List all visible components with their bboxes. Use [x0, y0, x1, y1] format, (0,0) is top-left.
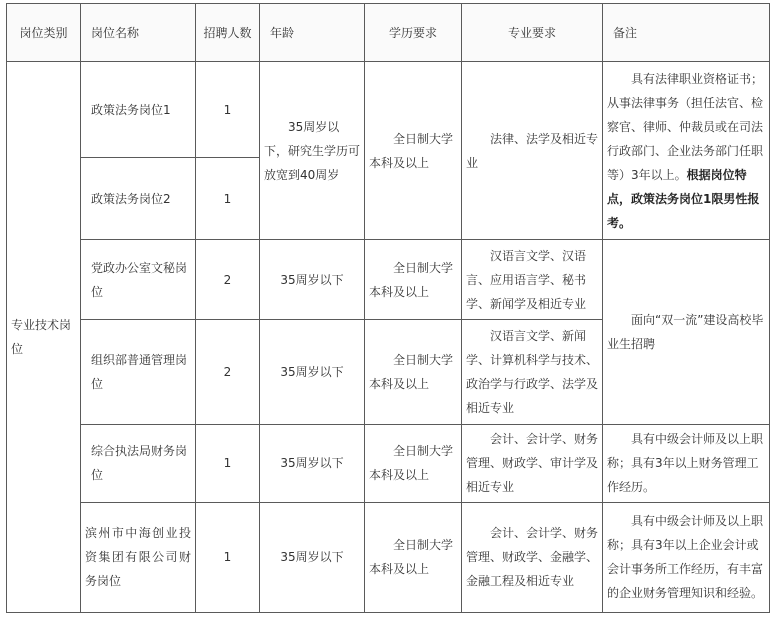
- header-recruit-count: 招聘人数: [196, 4, 260, 62]
- major-requirement: 会计、会计学、财务管理、财政学、金融学、金融工程及相近专业: [462, 502, 603, 612]
- education-requirement: 全日制大学本科及以上: [365, 502, 462, 612]
- table-row: [7, 62, 770, 158]
- major-requirement: 汉语言文学、汉语言、应用语言学、秘书学、新闻学及相近专业: [462, 240, 603, 320]
- header-position-name: 岗位名称: [81, 4, 196, 62]
- remark-cell: 面向“双一流”建设高校毕业生招聘: [603, 240, 770, 424]
- header-category: 岗位类别: [7, 4, 81, 62]
- position-name: 滨州市中海创业投资集团有限公司财务岗位: [81, 502, 196, 612]
- age-requirement: 35周岁以下: [260, 240, 365, 320]
- position-name: 综合执法局财务岗位: [81, 424, 196, 502]
- header-remarks: 备注: [603, 4, 770, 62]
- age-requirement: 35周岁以下: [260, 424, 365, 502]
- age-requirement: 35周岁以下，研究生学历可放宽到40周岁: [260, 62, 365, 240]
- remark-text: 具有法律职业资格证书；从事法律事务（担任法官、检察官、律师、仲裁员或在司法行政部门、企业法务部门任职等）3年以上。: [607, 71, 764, 182]
- header-age: 年龄: [260, 4, 365, 62]
- recruit-count: 1: [196, 158, 260, 240]
- education-requirement: 全日制大学本科及以上: [365, 240, 462, 320]
- recruit-count: 2: [196, 320, 260, 424]
- recruit-count: 1: [196, 62, 260, 158]
- table-row: [7, 424, 770, 502]
- age-requirement: 35周岁以下: [260, 320, 365, 424]
- position-name: 组织部普通管理岗位: [81, 320, 196, 424]
- recruit-count: 1: [196, 424, 260, 502]
- table-row: [7, 502, 770, 612]
- remark-cell: 具有中级会计师及以上职称；具有3年以上企业会计或会计事务所工作经历，有丰富的企业财务管理知识和经验。: [603, 502, 770, 612]
- remark-bold-text: 根据岗位特点，政策法务岗位1限男性报考。: [607, 167, 760, 230]
- education-requirement: 全日制大学本科及以上: [365, 62, 462, 240]
- recruit-count: 2: [196, 240, 260, 320]
- header-major: 专业要求: [462, 4, 603, 62]
- education-requirement: 全日制大学本科及以上: [365, 320, 462, 424]
- remark-cell: [603, 62, 770, 240]
- major-requirement: 法律、法学及相近专业: [462, 62, 603, 240]
- table-row: [7, 240, 770, 320]
- remark-cell: 具有中级会计师及以上职称；具有3年以上财务管理工作经历。: [603, 424, 770, 502]
- header-education: 学历要求: [365, 4, 462, 62]
- position-name: 党政办公室文秘岗位: [81, 240, 196, 320]
- major-requirement: 会计、会计学、财务管理、财政学、审计学及相近专业: [462, 424, 603, 502]
- recruitment-table: [6, 3, 770, 613]
- age-requirement: 35周岁以下: [260, 502, 365, 612]
- position-name: 政策法务岗位2: [81, 158, 196, 240]
- header-row: [7, 4, 770, 62]
- category-cell: 专业技术岗位: [7, 62, 81, 613]
- major-requirement: 汉语言文学、新闻学、计算机科学与技术、政治学与行政学、法学及相近专业: [462, 320, 603, 424]
- recruit-count: 1: [196, 502, 260, 612]
- education-requirement: 全日制大学本科及以上: [365, 424, 462, 502]
- position-name: 政策法务岗位1: [81, 62, 196, 158]
